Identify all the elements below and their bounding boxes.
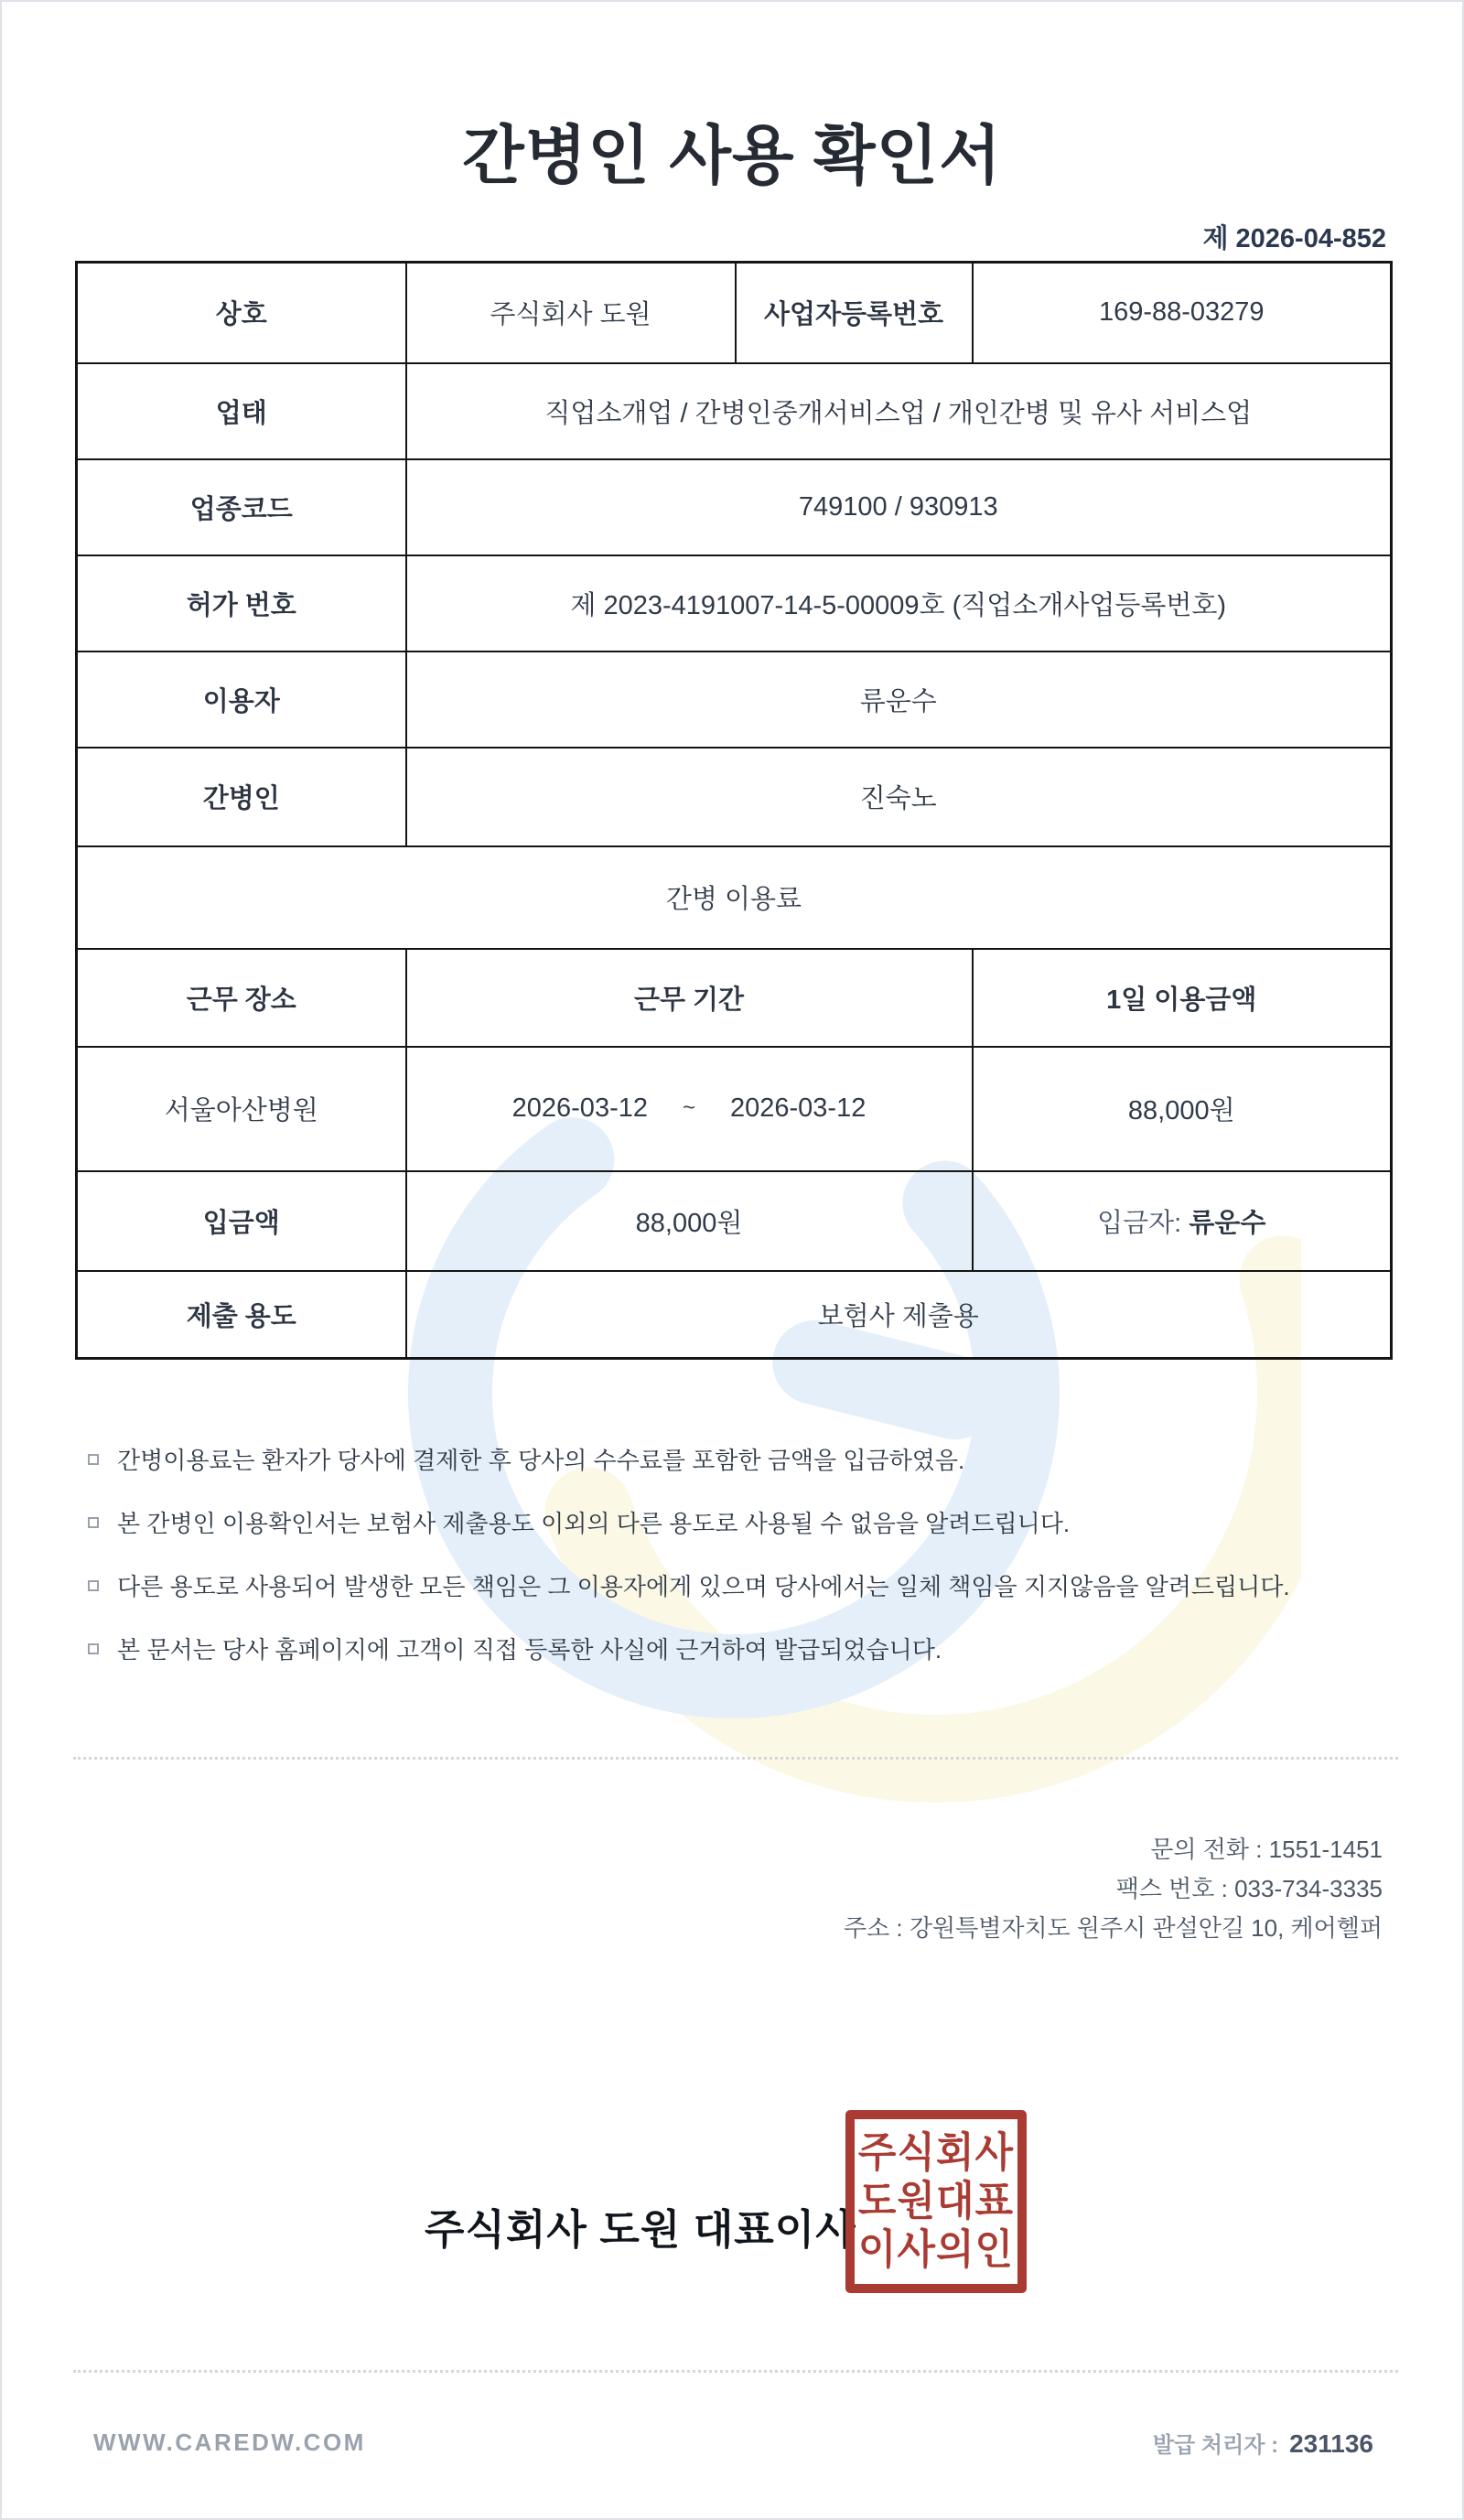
issuer-label: 발급 처리자 :	[1152, 2433, 1279, 2458]
page-title: 간병인 사용 확인서	[462, 120, 1002, 191]
period-value	[406, 1047, 973, 1171]
deposit-row	[77, 1171, 1392, 1271]
permit-label: 허가 번호	[77, 555, 406, 652]
note-text: 간병이용료는 환자가 당사에 결제한 후 당사의 수수료를 포함한 금액을 입금하였음.	[117, 1447, 965, 1474]
fee-header-row	[77, 949, 1392, 1047]
note-item	[86, 1570, 1385, 1603]
user-value: 류운수	[406, 652, 1392, 748]
note-text: 본 문서는 당사 홈페이지에 고객이 직접 등록한 사실에 근거하여 발급되었습니다.	[117, 1636, 942, 1664]
square-bullet-icon	[88, 1517, 99, 1528]
square-bullet-icon	[88, 1454, 99, 1465]
deposit-value: 88,000원	[406, 1171, 973, 1271]
contact-phone: 문의 전화 : 1551-1451	[1150, 1836, 1383, 1863]
deposit-label: 입금액	[77, 1171, 406, 1271]
company-label: 상호	[77, 263, 406, 363]
depositor-label: 입금자:	[1097, 1208, 1182, 1238]
company-stamp-seal	[845, 2110, 1027, 2293]
depositor-cell	[973, 1171, 1392, 1271]
biz-reg-label: 사업자등록번호	[736, 263, 973, 363]
caregiver-label: 간병인	[77, 748, 406, 846]
stamp-line: 도원대표	[857, 2178, 1015, 2224]
purpose-value: 보험사 제출용	[406, 1271, 1392, 1359]
table-row	[77, 652, 1392, 748]
square-bullet-icon	[88, 1643, 99, 1654]
biz-type-value: 직업소개업 / 간병인중개서비스업 / 개인간병 및 유사 서비스업	[406, 363, 1392, 459]
biz-reg-value: 169-88-03279	[973, 263, 1392, 363]
note-item	[86, 1507, 1385, 1540]
period-label: 근무 기간	[406, 949, 973, 1047]
note-text: 다른 용도로 사용되어 발생한 모든 책임은 그 이용자에게 있으며 당사에서는 일체 책임을 지지않음을 알려드립니다.	[117, 1573, 1290, 1600]
contact-address: 주소 : 강원특별자치도 원주시 관설안길 10, 케어헬퍼	[843, 1914, 1383, 1942]
industry-code-value: 749100 / 930913	[406, 459, 1392, 555]
daily-fee-value: 88,000원	[973, 1047, 1392, 1171]
contact-block	[844, 1830, 1383, 1948]
note-text: 본 간병인 이용확인서는 보험사 제출용도 이외의 다른 용도로 사용될 수 없음을 알려드립니다.	[117, 1510, 1071, 1537]
note-item	[86, 1444, 1385, 1477]
square-bullet-icon	[88, 1580, 99, 1591]
workplace-value: 서울아산병원	[77, 1047, 406, 1171]
company-value: 주식회사 도원	[406, 263, 736, 363]
footer-issuer	[1153, 2427, 1373, 2459]
industry-code-label: 업종코드	[77, 459, 406, 555]
workplace-label: 근무 장소	[77, 949, 406, 1047]
issuer-value: 231136	[1289, 2429, 1373, 2458]
fee-data-row	[77, 1047, 1392, 1171]
fee-section-title: 간병 이용료	[77, 846, 1392, 949]
table-row	[77, 459, 1392, 555]
notes-list	[86, 1444, 1385, 1696]
table-row	[77, 363, 1392, 459]
daily-fee-label: 1일 이용금액	[973, 949, 1392, 1047]
note-item	[86, 1633, 1385, 1666]
stamp-line: 주식회사	[857, 2129, 1015, 2176]
purpose-row	[77, 1271, 1392, 1359]
dotted-divider	[73, 2370, 1398, 2373]
permit-value: 제 2023-4191007-14-5-00009호 (직업소개사업등록번호)	[406, 555, 1392, 652]
stamp-line: 이사의인	[857, 2226, 1015, 2273]
caregiver-value: 진숙노	[406, 748, 1392, 846]
period-end: 2026-03-12	[730, 1093, 867, 1123]
period-tilde: ~	[682, 1095, 695, 1120]
document-number: 제 2026-04-852	[1202, 224, 1386, 253]
contact-fax: 팩스 번호 : 033-734-3335	[1115, 1875, 1383, 1902]
user-label: 이용자	[77, 652, 406, 748]
info-table	[75, 261, 1393, 1360]
period-start: 2026-03-12	[511, 1093, 648, 1123]
purpose-label: 제출 용도	[77, 1271, 406, 1359]
fee-section-header-row	[77, 846, 1392, 949]
signature-text: 주식회사 도원 대표이사	[425, 2206, 856, 2253]
table-row	[77, 555, 1392, 652]
depositor-value: 류운수	[1189, 1208, 1266, 1238]
table-row	[77, 263, 1392, 363]
dotted-divider	[73, 1757, 1398, 1760]
biz-type-label: 업태	[77, 363, 406, 459]
footer-website: WWW.CAREDW.COM	[93, 2428, 366, 2456]
table-row	[77, 748, 1392, 846]
